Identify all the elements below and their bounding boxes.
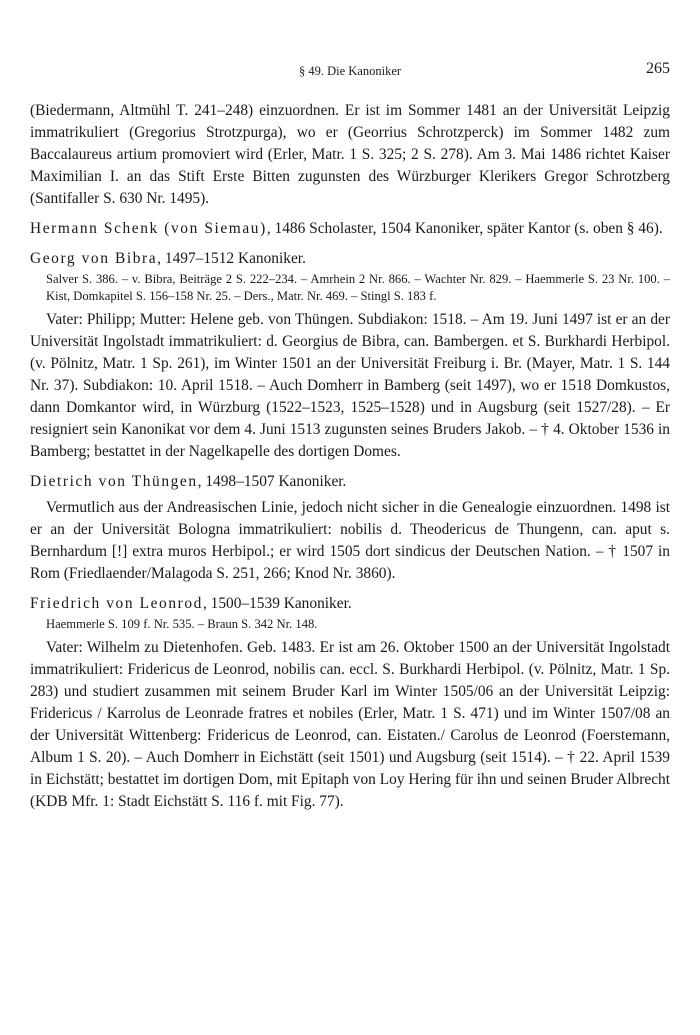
entry-friedrich-von-leonrod	[30, 593, 670, 813]
entry-title-rest: , 1497–1512 Kanoniker.	[157, 250, 306, 267]
entry-title-rest: , 1498–1507 Kanoniker.	[197, 473, 347, 490]
running-head	[30, 60, 670, 82]
page-body	[30, 100, 670, 813]
running-title: § 49. Die Kanoniker	[298, 64, 402, 78]
entry-references: Salver S. 386. – v. Bibra, Beiträge 2 S. 222–234. – Amrhein 2 Nr. 866. – Wachter Nr. 829. – Haemmerle S. 23 Nr. 100. – Kist, Domkapitel S. 156–158 Nr. 25. – Ders., Matr. Nr. 469. – Stingl S. 183 f.	[46, 272, 670, 303]
entry-heading	[30, 248, 670, 270]
entry-dietrich-von-thuengen	[30, 471, 670, 585]
entry-georg-von-bibra	[30, 248, 670, 463]
entry-hermann-schenk	[30, 218, 670, 240]
entry-name: Friedrich von Leonrod	[30, 595, 203, 612]
entry-heading	[30, 471, 670, 493]
page-number: 265	[646, 60, 670, 77]
entry-title-rest: , 1486 Scholaster, 1504 Kanoniker, später Kantor (s. oben § 46).	[266, 220, 663, 237]
entry-text: Vermutlich aus der Andreasischen Linie, jedoch nicht sicher in die Genealogie einzuordnen. 1498 ist er an der Universität Bologna immatrikuliert: nobilis d. Theodericus de Thungenn, can. aput s. Bernhardum [!] extra muros Herbipol.; er wird 1505 dort sindicus der Deutschen Nation. – † 1507 in Rom (Friedlaender/Malagoda S. 251, 266; Knod Nr. 3860).	[30, 499, 670, 582]
entry-title-rest: , 1500–1539 Kanoniker.	[202, 595, 352, 612]
entry-heading	[30, 218, 670, 240]
entry-heading	[30, 593, 670, 615]
intro-paragraph: (Biedermann, Altmühl T. 241–248) einzuordnen. Er ist im Sommer 1481 an der Universität Leipzig immatrikuliert (Gregorius Strotzpurga), wo er (Georrius Schrotzperck) im Sommer 1482 zum Baccalaureus artium promoviert wird (Erler, Matr. 1 S. 325; 2 S. 278). Am 3. Mai 1486 richtet Kaiser Maximilian I. an das Stift Erste Bitten zugunsten des Würzburger Klerikers Gregor Schrotzberg (Santifaller S. 630 Nr. 1495).	[30, 102, 670, 207]
entry-references: Haemmerle S. 109 f. Nr. 535. – Braun S. 342 Nr. 148.	[46, 617, 318, 631]
entry-name: Georg von Bibra	[30, 250, 158, 267]
entry-text: Vater: Wilhelm zu Dietenhofen. Geb. 1483. Er ist am 26. Oktober 1500 an der Universität Ingolstadt immatrikuliert: Fridericus de Leonrod, nobilis can. eccl. S. Burkhardi Herbipol. (v. Pölnitz, Matr. 1 Sp. 283) und studiert zusammen mit seinem Bruder Karl im Winter 1505/06 an der Universität Leipzig: Fridericus / Karrolus de Leonrade fratres et nobiles (Erler, Matr. 1 S. 471) und im Winter 1507/08 an der Universität Wittenberg: Fridericus de Leonrod, can. Eistaten./ Carolus de Leonrod (Foerstemann, Album 1 S. 20). – Auch Domherr in Eichstätt (seit 1501) und Augsburg (seit 1514). – † 22. April 1539 in Eichstätt; bestattet im dortigen Dom, mit Epitaph von Loy Hering für ihn und seinen Bruder Albrecht (KDB Mfr. 1: Stadt Eichstätt S. 116 f. mit Fig. 77).	[30, 639, 670, 810]
entry-text: Vater: Philipp; Mutter: Helene geb. von Thüngen. Subdiakon: 1518. – Am 19. Juni 1497 ist er an der Universität Ingolstadt immatrikuliert: d. Georgius de Bibra, can. Bambergen. et S. Burkhardi Herbipol. (v. Pölnitz, Matr. 1 Sp. 261), im Winter 1501 an der Universität Freiburg i. Br. (Mayer, Matr. 1 S. 144 Nr. 37). Subdiakon: 10. April 1518. – Auch Domherr in Bamberg (seit 1497), wo er 1518 Domkustos, dann Domkantor wird, in Würzburg (1522–1523, 1525–1528) und in Augsburg (seit 1527/28). – Er resigniert sein Kanonikat vor dem 4. Juni 1513 zugunsten seines Bruders Jakob. – † 4. Oktober 1536 in Bamberg; bestattet in der Nagelkapelle des dortigen Domes.	[30, 311, 670, 460]
entry-name: Dietrich von Thüngen	[30, 473, 198, 490]
entry-name: Hermann Schenk (von Siemau)	[30, 220, 267, 237]
